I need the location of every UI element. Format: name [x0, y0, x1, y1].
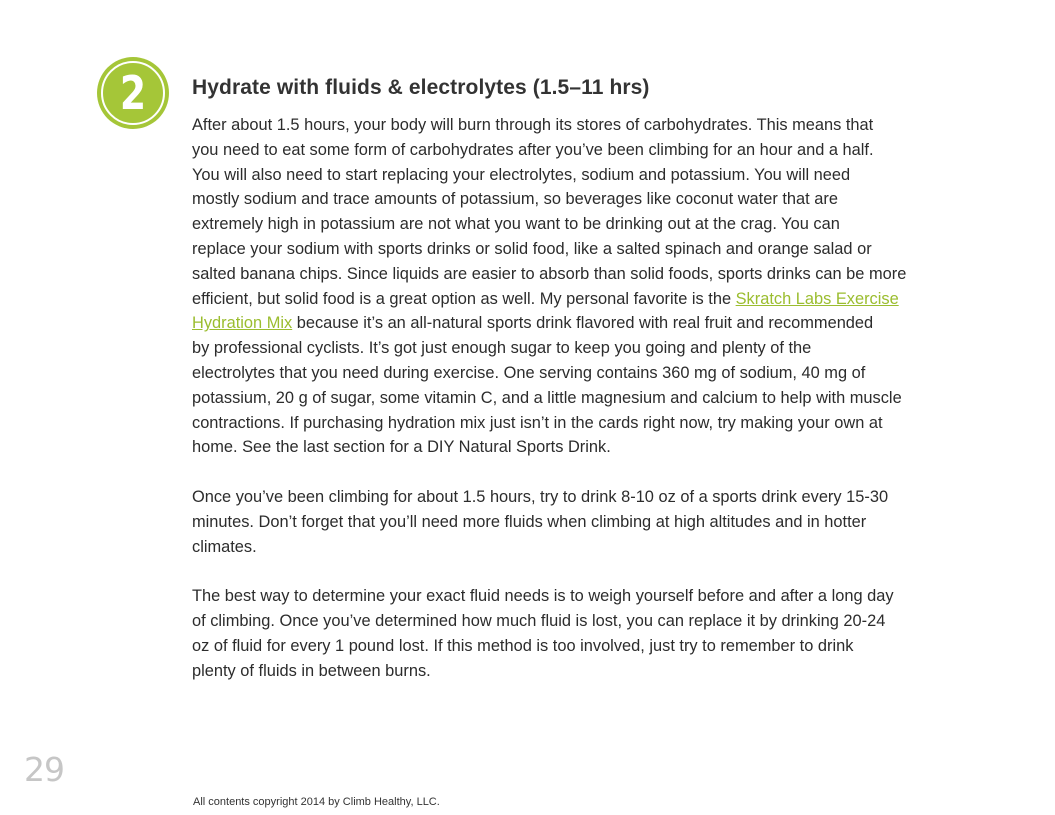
text-line: salted banana chips. Since liquids are easier to absorb than solid foods, sports drinks can be more: [192, 264, 907, 283]
paragraph-3: [192, 584, 972, 683]
text-line: potassium, 20 g of sugar, some vitamin C, and a little magnesium and calcium to help with muscle: [192, 388, 902, 407]
text-line: oz of fluid for every 1 pound lost. If this method is too involved, just try to remember to drink: [192, 636, 854, 655]
step-number-badge: [97, 57, 169, 129]
section-heading: Hydrate with fluids & electrolytes (1.5–11 hrs): [192, 76, 650, 99]
link-prefix-text: efficient, but solid food is a great option as well. My personal favorite is the: [192, 289, 736, 308]
text-line: The best way to determine your exact fluid needs is to weigh yourself before and after a long day: [192, 587, 894, 606]
text-line: You will also need to start replacing your electrolytes, sodium and potassium. You will need: [192, 165, 851, 184]
text-line: Once you’ve been climbing for about 1.5 hours, try to drink 8-10 oz of a sports drink every 15-30: [192, 487, 889, 506]
text-line: mostly sodium and trace amounts of potassium, so beverages like coconut water that are: [192, 190, 838, 209]
step-number: 2: [119, 66, 147, 120]
text-line-with-link: [192, 311, 972, 336]
text-line-with-link: [192, 287, 972, 312]
text-line: After about 1.5 hours, your body will burn through its stores of carbohydrates. This means that: [192, 116, 874, 134]
paragraph-1: [192, 113, 972, 460]
text-line: you need to eat some form of carbohydrates after you’ve been climbing for an hour and a half.: [192, 140, 874, 159]
section-body: [192, 113, 972, 708]
paragraph-2: [192, 485, 972, 559]
text-line: contractions. If purchasing hydration mix just isn’t in the cards right now, try making your own at: [192, 413, 883, 432]
text-line: replace your sodium with sports drinks or solid food, like a salted spinach and orange salad or: [192, 239, 872, 258]
text-line: plenty of fluids in between burns.: [192, 661, 431, 680]
text-line: minutes. Don’t forget that you’ll need more fluids when climbing at high altitudes and in hotter: [192, 512, 867, 531]
copyright-footer: All contents copyright 2014 by Climb Healthy, LLC.: [193, 796, 440, 808]
text-line: by professional cyclists. It’s got just enough sugar to keep you going and plenty of the: [192, 339, 812, 358]
text-line: home. See the last section for a DIY Natural Sports Drink.: [192, 438, 611, 457]
skratch-labs-link[interactable]: Skratch Labs Exercise: [735, 289, 899, 308]
page-number: 29: [24, 750, 64, 789]
link-suffix-text: because it’s an all-natural sports drink flavored with real fruit and recommended: [292, 314, 874, 333]
text-line: of climbing. Once you’ve determined how much fluid is lost, you can replace it by drinking 20-24: [192, 611, 886, 630]
text-line: electrolytes that you need during exercise. One serving contains 360 mg of sodium, 40 mg of: [192, 363, 866, 382]
text-line: extremely high in potassium are not what you want to be drinking out at the crag. You can: [192, 215, 840, 234]
hydration-mix-link[interactable]: Hydration Mix: [192, 314, 293, 333]
text-line: climates.: [192, 537, 257, 556]
